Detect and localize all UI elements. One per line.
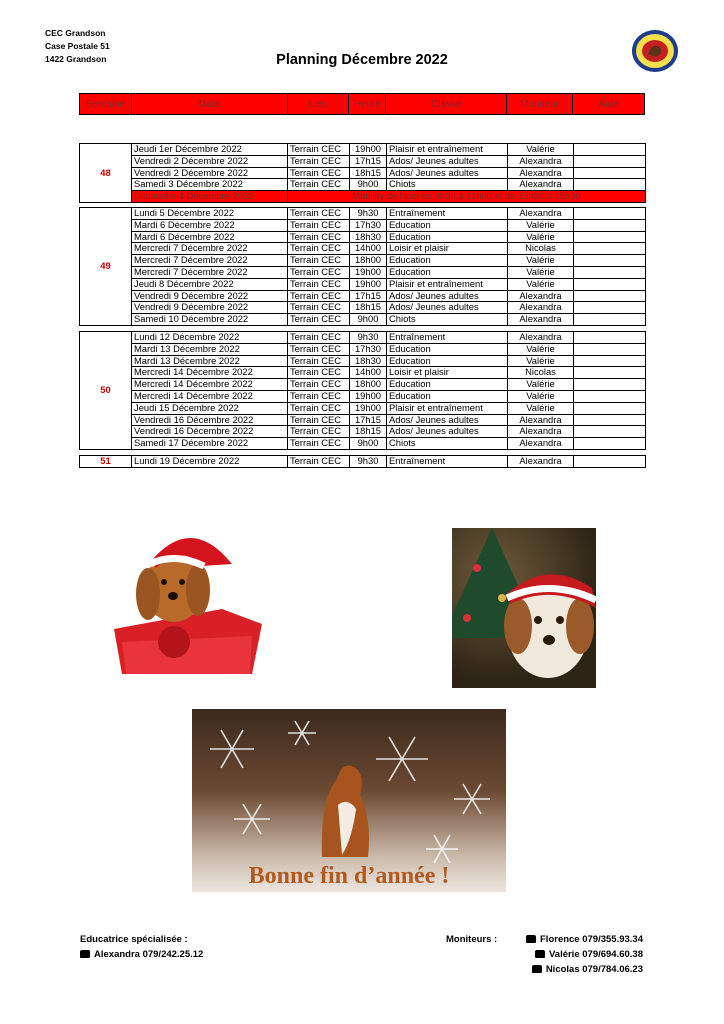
greeting-text: Bonne fin d’année ! bbox=[248, 863, 450, 889]
aide-cell bbox=[574, 314, 646, 326]
lieu-cell: Terrain CEC bbox=[288, 155, 350, 167]
puppy-gift-icon bbox=[112, 524, 264, 674]
lieu-cell: Terrain CEC bbox=[288, 290, 350, 302]
date-cell: Mercredi 7 Décembre 2022 bbox=[132, 266, 288, 278]
heure-cell: 18h00 bbox=[350, 379, 387, 391]
date-cell: Jeudi 8 Décembre 2022 bbox=[132, 278, 288, 290]
heure-cell: 17h15 bbox=[350, 155, 387, 167]
aide-cell bbox=[574, 255, 646, 267]
week-number: 50 bbox=[80, 332, 132, 450]
classe-cell: Ados/ Jeunes adultes bbox=[387, 290, 508, 302]
table-row bbox=[80, 314, 646, 326]
aide-cell bbox=[574, 155, 646, 167]
lieu-cell: Terrain CEC bbox=[288, 414, 350, 426]
aide-cell bbox=[574, 219, 646, 231]
table-row bbox=[80, 167, 646, 179]
column-header-row bbox=[79, 93, 645, 115]
header-moniteur: Moniteur bbox=[507, 94, 573, 115]
moniteur-cell: Alexandra bbox=[508, 414, 574, 426]
aide-cell bbox=[574, 438, 646, 450]
date-cell: Mardi 13 Décembre 2022 bbox=[132, 355, 288, 367]
table-row bbox=[80, 332, 646, 344]
aide-cell bbox=[574, 390, 646, 402]
table-row bbox=[80, 343, 646, 355]
classe-cell: Chiots bbox=[387, 179, 508, 191]
heure-cell: 19h00 bbox=[350, 402, 387, 414]
lieu-cell: Terrain CEC bbox=[288, 219, 350, 231]
phone-icon bbox=[532, 965, 542, 973]
table-row bbox=[80, 414, 646, 426]
date-cell: Mercredi 14 Décembre 2022 bbox=[132, 367, 288, 379]
aide-cell bbox=[574, 231, 646, 243]
table-row bbox=[80, 302, 646, 314]
moniteur-cell: Alexandra bbox=[508, 208, 574, 220]
date-cell: Dimanche 4 Décembre 2022 bbox=[132, 191, 288, 203]
date-cell: Mardi 6 Décembre 2022 bbox=[132, 231, 288, 243]
lieu-cell: Terrain CEC bbox=[288, 456, 350, 468]
heure-cell: 9h30 bbox=[350, 208, 387, 220]
moniteur-cell: Alexandra bbox=[508, 438, 574, 450]
classe-cell: Education bbox=[387, 379, 508, 391]
date-cell: Vendredi 2 Décembre 2022 bbox=[132, 167, 288, 179]
date-cell: Lundi 19 Décembre 2022 bbox=[132, 456, 288, 468]
moniteur-contact: Florence 079/355.93.34 bbox=[516, 932, 643, 947]
heure-cell: 9h00 bbox=[350, 314, 387, 326]
classe-cell: Plaisir et entraînement bbox=[387, 144, 508, 156]
lieu-cell: Terrain CEC bbox=[288, 343, 350, 355]
classe-cell: Ados/ Jeunes adultes bbox=[387, 302, 508, 314]
date-cell: Samedi 10 Décembre 2022 bbox=[132, 314, 288, 326]
date-cell: Mercredi 14 Décembre 2022 bbox=[132, 379, 288, 391]
header-date: Date bbox=[131, 94, 287, 115]
club-name: CEC Grandson bbox=[45, 28, 106, 38]
lieu-cell: Terrain CEC bbox=[288, 243, 350, 255]
aide-cell bbox=[574, 379, 646, 391]
classe-cell: Chiots bbox=[387, 438, 508, 450]
lieu-cell: Terrain CEC bbox=[288, 144, 350, 156]
table-row bbox=[80, 278, 646, 290]
table-row bbox=[80, 290, 646, 302]
table-row bbox=[80, 255, 646, 267]
heure-cell: 19h00 bbox=[350, 144, 387, 156]
classe-cell: Entraînement bbox=[387, 332, 508, 344]
lieu-cell: Terrain CEC bbox=[288, 231, 350, 243]
heure-cell: 9h00 bbox=[350, 179, 387, 191]
table-row bbox=[80, 144, 646, 156]
date-cell: Lundi 5 Décembre 2022 bbox=[132, 208, 288, 220]
aide-cell bbox=[574, 332, 646, 344]
aide-cell bbox=[574, 290, 646, 302]
moniteur-cell: Valérie bbox=[508, 255, 574, 267]
phone-icon bbox=[526, 935, 536, 943]
moniteur-cell: Alexandra bbox=[508, 314, 574, 326]
lieu-cell: Terrain CEC bbox=[288, 314, 350, 326]
moniteur-cell: Alexandra bbox=[508, 290, 574, 302]
week-number: 51 bbox=[80, 456, 132, 468]
aide-cell bbox=[574, 456, 646, 468]
table-row bbox=[80, 402, 646, 414]
moniteur-cell: Valérie bbox=[508, 278, 574, 290]
lieu-cell: Terrain CEC bbox=[288, 179, 350, 191]
heure-cell: 9h00 bbox=[350, 438, 387, 450]
heure-cell: 17h15 bbox=[350, 290, 387, 302]
table-row bbox=[80, 208, 646, 220]
date-cell: Jeudi 15 Décembre 2022 bbox=[132, 402, 288, 414]
table-row bbox=[80, 155, 646, 167]
table-row bbox=[80, 219, 646, 231]
moniteur-cell: Valérie bbox=[508, 343, 574, 355]
date-cell: Samedi 3 Décembre 2022 bbox=[132, 179, 288, 191]
table-row bbox=[80, 243, 646, 255]
date-cell: Mercredi 7 Décembre 2022 bbox=[132, 243, 288, 255]
lieu-cell: Terrain CEC bbox=[288, 208, 350, 220]
date-cell: Mercredi 7 Décembre 2022 bbox=[132, 255, 288, 267]
week-number: 48 bbox=[80, 144, 132, 203]
classe-cell: Loisir et plaisir bbox=[387, 243, 508, 255]
club-address-line: Case Postale 51 bbox=[45, 41, 110, 51]
header-lieu: Lieu bbox=[287, 94, 349, 115]
classe-cell: Ados/ Jeunes adultes bbox=[387, 426, 508, 438]
club-logo-icon bbox=[631, 29, 679, 73]
aide-cell bbox=[574, 167, 646, 179]
heure-cell: 18h15 bbox=[350, 426, 387, 438]
heure-cell: 18h00 bbox=[350, 255, 387, 267]
week-table bbox=[79, 331, 646, 450]
moniteur-cell: Valérie bbox=[508, 219, 574, 231]
heure-cell: 18h30 bbox=[350, 355, 387, 367]
aide-cell bbox=[574, 302, 646, 314]
date-cell: Mercredi 14 Décembre 2022 bbox=[132, 390, 288, 402]
lieu-cell: Terrain CEC bbox=[288, 379, 350, 391]
moniteur-contact: Nicolas 079/784.06.23 bbox=[516, 962, 643, 977]
date-cell: Mardi 6 Décembre 2022 bbox=[132, 219, 288, 231]
heure-cell: 19h00 bbox=[350, 278, 387, 290]
aide-cell bbox=[574, 414, 646, 426]
lieu-cell: Terrain CEC bbox=[288, 167, 350, 179]
classe-cell: Ados/ Jeunes adultes bbox=[387, 167, 508, 179]
date-cell: Samedi 17 Décembre 2022 bbox=[132, 438, 288, 450]
event-cell: Mobility de Noël de 9h30 à 12h00 et de 13h30 à 15h30 bbox=[288, 191, 646, 203]
header-heure: Heure bbox=[349, 94, 386, 115]
table-row bbox=[80, 456, 646, 468]
classe-cell: Ados/ Jeunes adultes bbox=[387, 414, 508, 426]
table-row bbox=[80, 266, 646, 278]
classe-cell: Education bbox=[387, 343, 508, 355]
moniteur-cell: Alexandra bbox=[508, 426, 574, 438]
lieu-cell: Terrain CEC bbox=[288, 426, 350, 438]
lieu-cell: Terrain CEC bbox=[288, 266, 350, 278]
lieu-cell: Terrain CEC bbox=[288, 255, 350, 267]
date-cell: Vendredi 9 Décembre 2022 bbox=[132, 290, 288, 302]
heure-cell: 17h30 bbox=[350, 219, 387, 231]
heure-cell: 14h00 bbox=[350, 367, 387, 379]
classe-cell: Education bbox=[387, 255, 508, 267]
lieu-cell: Terrain CEC bbox=[288, 402, 350, 414]
aide-cell bbox=[574, 266, 646, 278]
educatrice-contact: Alexandra 079/242.25.12 bbox=[80, 947, 203, 962]
table-row bbox=[80, 438, 646, 450]
moniteur-cell: Valérie bbox=[508, 390, 574, 402]
week-table bbox=[79, 455, 646, 468]
aide-cell bbox=[574, 343, 646, 355]
week-table bbox=[79, 207, 646, 326]
classe-cell: Loisir et plaisir bbox=[387, 367, 508, 379]
educatrice-label: Educatrice spécialisée : bbox=[80, 934, 188, 945]
header-semaine: Semaine bbox=[80, 94, 132, 115]
lieu-cell: Terrain CEC bbox=[288, 390, 350, 402]
aide-cell bbox=[574, 208, 646, 220]
moniteur-cell: Alexandra bbox=[508, 332, 574, 344]
heure-cell: 17h15 bbox=[350, 414, 387, 426]
educatrice-block bbox=[80, 932, 203, 962]
table-row bbox=[80, 191, 646, 203]
moniteur-contact: Valérie 079/694.60.38 bbox=[516, 947, 643, 962]
week-table bbox=[79, 143, 646, 203]
club-address-line: 1422 Grandson bbox=[45, 54, 107, 64]
date-cell: Vendredi 9 Décembre 2022 bbox=[132, 302, 288, 314]
classe-cell: Education bbox=[387, 266, 508, 278]
heure-cell: 9h30 bbox=[350, 332, 387, 344]
aide-cell bbox=[574, 278, 646, 290]
aide-cell bbox=[574, 426, 646, 438]
lieu-cell: Terrain CEC bbox=[288, 355, 350, 367]
lieu-cell: Terrain CEC bbox=[288, 438, 350, 450]
moniteur-cell: Valérie bbox=[508, 402, 574, 414]
heure-cell: 19h00 bbox=[350, 266, 387, 278]
date-cell: Jeudi 1er Décembre 2022 bbox=[132, 144, 288, 156]
moniteurs-label: Moniteurs : bbox=[446, 934, 498, 945]
table-row bbox=[80, 390, 646, 402]
table-row bbox=[80, 355, 646, 367]
table-row bbox=[80, 231, 646, 243]
phone-icon bbox=[80, 950, 90, 958]
moniteur-cell: Alexandra bbox=[508, 179, 574, 191]
moniteur-cell: Alexandra bbox=[508, 167, 574, 179]
date-cell: Vendredi 16 Décembre 2022 bbox=[132, 426, 288, 438]
date-cell: Lundi 12 Décembre 2022 bbox=[132, 332, 288, 344]
moniteur-cell: Valérie bbox=[508, 144, 574, 156]
phone-icon bbox=[535, 950, 545, 958]
lieu-cell: Terrain CEC bbox=[288, 302, 350, 314]
heure-cell: 18h30 bbox=[350, 231, 387, 243]
moniteur-cell: Nicolas bbox=[508, 243, 574, 255]
classe-cell: Education bbox=[387, 231, 508, 243]
table-row bbox=[80, 179, 646, 191]
dog-santa-hat-icon bbox=[452, 528, 596, 688]
week-number: 49 bbox=[80, 208, 132, 326]
table-row bbox=[80, 379, 646, 391]
heure-cell: 14h00 bbox=[350, 243, 387, 255]
puppy-gift-photo bbox=[112, 524, 264, 674]
heure-cell: 9h30 bbox=[350, 456, 387, 468]
classe-cell: Education bbox=[387, 390, 508, 402]
aide-cell bbox=[574, 355, 646, 367]
moniteur-cell: Alexandra bbox=[508, 456, 574, 468]
heure-cell: 19h00 bbox=[350, 390, 387, 402]
classe-cell: Chiots bbox=[387, 314, 508, 326]
classe-cell: Education bbox=[387, 355, 508, 367]
classe-cell: Plaisir et entraînement bbox=[387, 278, 508, 290]
moniteur-cell: Nicolas bbox=[508, 367, 574, 379]
moniteur-cell: Alexandra bbox=[508, 302, 574, 314]
classe-cell: Entraînement bbox=[387, 456, 508, 468]
moniteur-cell: Valérie bbox=[508, 355, 574, 367]
snowflake-dog-photo bbox=[192, 709, 506, 892]
heure-cell: 18h15 bbox=[350, 302, 387, 314]
date-cell: Vendredi 16 Décembre 2022 bbox=[132, 414, 288, 426]
classe-cell: Plaisir et entraînement bbox=[387, 402, 508, 414]
aide-cell bbox=[574, 243, 646, 255]
aide-cell bbox=[574, 179, 646, 191]
moniteur-cell: Valérie bbox=[508, 231, 574, 243]
classe-cell: Entraînement bbox=[387, 208, 508, 220]
table-row bbox=[80, 426, 646, 438]
moniteur-cell: Alexandra bbox=[508, 155, 574, 167]
lieu-cell: Terrain CEC bbox=[288, 278, 350, 290]
aide-cell bbox=[574, 402, 646, 414]
aide-cell bbox=[574, 144, 646, 156]
lieu-cell: Terrain CEC bbox=[288, 367, 350, 379]
dog-christmas-tree-photo bbox=[452, 528, 596, 688]
header-aide: Aide bbox=[573, 94, 645, 115]
classe-cell: Education bbox=[387, 219, 508, 231]
lieu-cell: Terrain CEC bbox=[288, 332, 350, 344]
moniteurs-list bbox=[516, 932, 643, 977]
heure-cell: 18h15 bbox=[350, 167, 387, 179]
moniteur-cell: Valérie bbox=[508, 379, 574, 391]
classe-cell: Ados/ Jeunes adultes bbox=[387, 155, 508, 167]
header-classe: Classe bbox=[386, 94, 507, 115]
date-cell: Mardi 13 Décembre 2022 bbox=[132, 343, 288, 355]
moniteur-cell: Valérie bbox=[508, 266, 574, 278]
aide-cell bbox=[574, 367, 646, 379]
date-cell: Vendredi 2 Décembre 2022 bbox=[132, 155, 288, 167]
page-title: Planning Décembre 2022 bbox=[276, 52, 448, 68]
table-row bbox=[80, 367, 646, 379]
heure-cell: 17h30 bbox=[350, 343, 387, 355]
